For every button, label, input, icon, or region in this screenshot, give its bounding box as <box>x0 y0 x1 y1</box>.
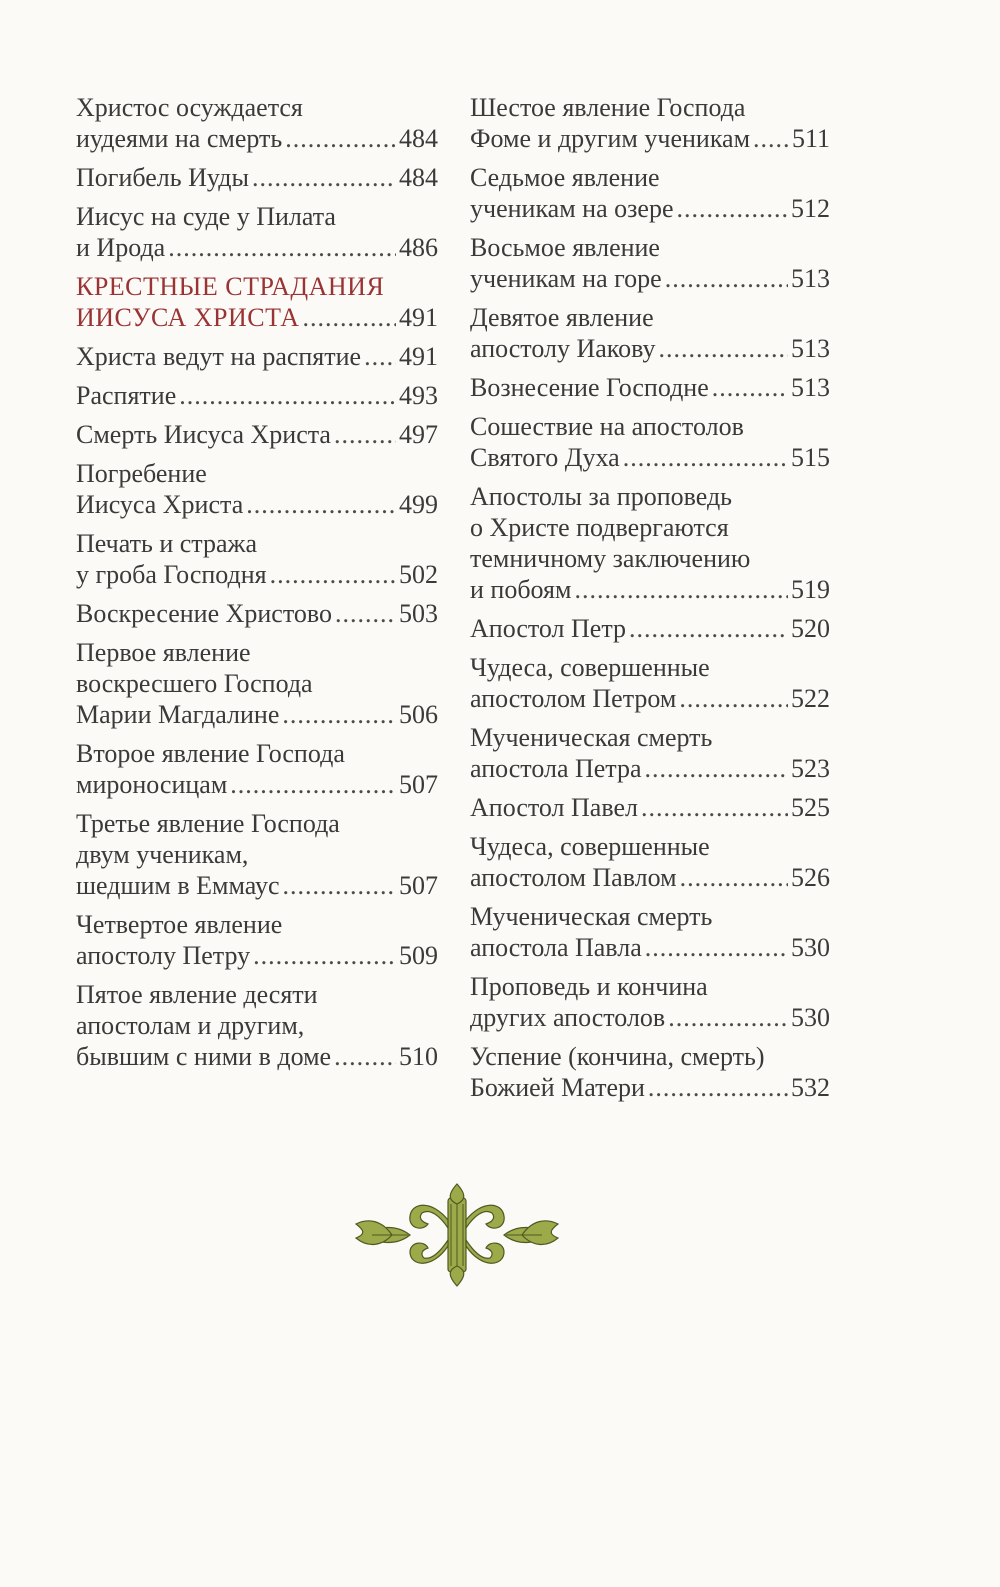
toc-entry <box>76 909 438 971</box>
dot-leader <box>335 598 396 629</box>
toc-entry-final-line <box>470 932 830 963</box>
dot-leader <box>230 769 396 800</box>
toc-page-number: 526 <box>791 863 830 892</box>
toc-entry-final-line <box>76 162 438 193</box>
toc-entry <box>76 458 438 520</box>
toc-entry-title-line: Третье явление Господа <box>76 809 340 838</box>
toc-entry <box>76 201 438 263</box>
dot-leader <box>641 792 788 823</box>
toc-entry-title-line: о Христе подвергаются <box>470 513 729 542</box>
dot-leader <box>679 683 788 714</box>
toc-page-number: 532 <box>791 1073 830 1102</box>
toc-entry <box>76 162 438 193</box>
toc-entry <box>470 1041 830 1103</box>
toc-entry-title-line: Чудеса, совершенные <box>470 832 710 861</box>
toc-entry-final-line <box>470 792 830 823</box>
toc-entry-title-line: апостолом Павлом <box>470 863 677 892</box>
toc-entry-final-line <box>76 699 438 730</box>
toc-entry <box>76 92 438 154</box>
toc-entry <box>470 162 830 224</box>
toc-entry <box>470 722 830 784</box>
toc-entry-title-line: Иисуса Христа <box>76 490 244 519</box>
toc-page-number: 530 <box>791 1003 830 1032</box>
toc-entry <box>76 738 438 800</box>
dot-leader <box>334 1041 396 1072</box>
toc-page-number: 525 <box>791 793 830 822</box>
toc-entry <box>76 598 438 629</box>
toc-entry-final-line <box>470 753 830 784</box>
toc-page-number: 507 <box>399 770 438 799</box>
toc-entry <box>470 92 830 154</box>
toc-entry-title-line: Четвертое явление <box>76 910 283 939</box>
toc-entry-final-line <box>76 302 438 333</box>
toc-entry-title-line: темничному заключению <box>470 544 751 573</box>
toc-entry-final-line <box>76 489 438 520</box>
toc-entry-title-line: Апостол Петр <box>470 614 627 643</box>
toc-page-number: 491 <box>399 303 438 332</box>
toc-entry-final-line <box>470 333 830 364</box>
toc-entry-title-line: Христос осуждается <box>76 93 303 122</box>
toc-page-number: 512 <box>791 194 830 223</box>
dot-leader <box>680 862 788 893</box>
dot-leader <box>753 123 789 154</box>
toc-entry <box>470 652 830 714</box>
toc-page-number: 515 <box>791 443 830 472</box>
dot-leader <box>168 232 396 263</box>
toc-page-number: 502 <box>399 560 438 589</box>
toc-entry-final-line <box>76 870 438 901</box>
dot-leader <box>334 419 396 450</box>
toc-entry-title-line: ученикам на горе <box>470 264 662 293</box>
toc-entry-title-line: Христа ведут на распятие <box>76 342 362 371</box>
toc-page-number: 507 <box>399 871 438 900</box>
toc-entry <box>470 613 830 644</box>
toc-entry-final-line <box>470 574 830 605</box>
toc-left-column <box>76 92 438 1080</box>
toc-entry-final-line <box>470 862 830 893</box>
toc-entry-title-line: Апостолы за проповедь <box>470 482 733 511</box>
toc-entry-title-line: Успение (кончина, смерть) <box>470 1042 765 1071</box>
toc-entry-title-line: Девятое явление <box>470 303 654 332</box>
toc-entry-title-line: Первое явление <box>76 638 251 667</box>
dot-leader <box>623 442 788 473</box>
toc-entry-final-line <box>76 559 438 590</box>
toc-entry-title-line: и побоям <box>470 575 572 604</box>
toc-entry-title-line: у гроба Господня <box>76 560 267 589</box>
toc-entry <box>470 372 830 403</box>
toc-entry-final-line <box>470 1072 830 1103</box>
toc-entry-title-line: Иисус на суде у Пилата <box>76 202 336 231</box>
toc-entry-title-line: ученикам на озере <box>470 194 674 223</box>
toc-entry-title-line: Седьмое явление <box>470 163 660 192</box>
toc-entry-final-line <box>76 123 438 154</box>
dot-leader <box>179 380 396 411</box>
toc-entry <box>76 419 438 450</box>
toc-entry-title-line: шедшим в Еммаус <box>76 871 280 900</box>
toc-page-number: 520 <box>791 614 830 643</box>
toc-entry-title-line: Пятое явление десяти <box>76 980 318 1009</box>
toc-entry-title-line: Печать и стража <box>76 529 258 558</box>
toc-entry-final-line <box>470 442 830 473</box>
toc-entry-final-line <box>470 263 830 294</box>
toc-entry-title-line: Погибель Иуды <box>76 163 249 192</box>
toc-entry <box>76 808 438 901</box>
toc-entry-title-line: Распятие <box>76 381 177 410</box>
floral-ornament-icon <box>352 1180 562 1290</box>
dot-leader <box>645 753 788 784</box>
toc-entry-final-line <box>76 940 438 971</box>
toc-page-number: 491 <box>399 342 438 371</box>
dot-leader <box>676 193 788 224</box>
toc-section-heading <box>76 271 438 333</box>
dot-leader <box>285 123 396 154</box>
toc-entry-title-line: других апостолов <box>470 1003 666 1032</box>
toc-entry-title-line: Восьмое явление <box>470 233 660 262</box>
toc-page-number: 513 <box>791 264 830 293</box>
toc-entry-title-line: Сошествие на апостолов <box>470 412 744 441</box>
dot-leader <box>303 302 396 333</box>
toc-entry-title-line: ИИСУСА ХРИСТА <box>76 303 300 332</box>
toc-page-number: 530 <box>791 933 830 962</box>
dot-leader <box>253 940 396 971</box>
dot-leader <box>246 489 396 520</box>
toc-entry-title-line: мироносицам <box>76 770 228 799</box>
toc-page-number: 522 <box>791 684 830 713</box>
toc-entry-final-line <box>76 341 438 372</box>
dot-leader <box>658 333 788 364</box>
toc-entry-title-line: Святого Духа <box>470 443 620 472</box>
toc-page-number: 511 <box>791 124 830 153</box>
toc-entry <box>470 481 830 605</box>
dot-leader <box>648 1072 788 1103</box>
toc-entry-final-line <box>76 598 438 629</box>
dot-leader <box>574 574 788 605</box>
toc-page-number: 513 <box>791 334 830 363</box>
toc-entry-final-line <box>470 613 830 644</box>
toc-entry-final-line <box>76 232 438 263</box>
toc-entry-title-line: Вознесение Господне <box>470 373 709 402</box>
dot-leader <box>252 162 396 193</box>
toc-entry <box>76 637 438 730</box>
toc-entry-title-line: апостола Павла <box>470 933 642 962</box>
toc-entry-title-line: апостолу Иакову <box>470 334 656 363</box>
toc-entry-title-line: Марии Магдалине <box>76 700 280 729</box>
toc-entry-title-line: иудеями на смерть <box>76 124 283 153</box>
toc-entry <box>76 528 438 590</box>
dot-leader <box>712 372 788 403</box>
toc-page-number: 484 <box>399 124 438 153</box>
toc-entry <box>470 901 830 963</box>
toc-page-number: 506 <box>399 700 438 729</box>
toc-entry-title-line: апостолу Петру <box>76 941 251 970</box>
toc-page-number: 503 <box>399 599 438 628</box>
toc-entry-title-line: Мученическая смерть <box>470 902 713 931</box>
toc-entry-title-line: Проповедь и кончина <box>470 972 708 1001</box>
dot-leader <box>270 559 396 590</box>
toc-entry <box>470 302 830 364</box>
toc-entry-final-line <box>76 380 438 411</box>
toc-entry-title-line: КРЕСТНЫЕ СТРАДАНИЯ <box>76 272 385 301</box>
toc-entry-title-line: Мученическая смерть <box>470 723 713 752</box>
toc-entry-final-line <box>470 123 830 154</box>
toc-entry-final-line <box>76 1041 438 1072</box>
toc-entry-title-line: Воскресение Христово <box>76 599 332 628</box>
dot-leader <box>665 263 788 294</box>
toc-entry-title-line: Фоме и другим ученикам <box>470 124 751 153</box>
toc-page-number: 509 <box>399 941 438 970</box>
toc-entry-final-line <box>470 193 830 224</box>
dot-leader <box>282 870 396 901</box>
toc-entry <box>76 341 438 372</box>
toc-entry-title-line: Чудеса, совершенные <box>470 653 710 682</box>
dot-leader <box>645 932 788 963</box>
toc-page-number: 484 <box>399 163 438 192</box>
toc-page-number: 486 <box>399 233 438 262</box>
toc-entry <box>470 831 830 893</box>
toc-entry-final-line <box>470 372 830 403</box>
toc-entry <box>470 411 830 473</box>
toc-entry-title-line: воскресшего Господа <box>76 669 313 698</box>
toc-entry-title-line: Божией Матери <box>470 1073 645 1102</box>
toc-page-number: 510 <box>399 1042 438 1071</box>
dot-leader <box>282 699 396 730</box>
toc-entry-final-line <box>470 683 830 714</box>
toc-page-number: 497 <box>399 420 438 449</box>
dot-leader <box>629 613 788 644</box>
toc-page-number: 523 <box>791 754 830 783</box>
toc-entry <box>76 380 438 411</box>
toc-entry-title-line: двум ученикам, <box>76 840 249 869</box>
toc-entry-final-line <box>470 1002 830 1033</box>
toc-entry <box>76 979 438 1072</box>
dot-leader <box>364 341 396 372</box>
toc-entry <box>470 971 830 1033</box>
toc-entry-title-line: апостола Петра <box>470 754 642 783</box>
toc-entry-title-line: Апостол Павел <box>470 793 638 822</box>
toc-entry <box>470 792 830 823</box>
toc-entry-title-line: и Ирода <box>76 233 166 262</box>
dot-leader <box>668 1002 788 1033</box>
toc-entry-title-line: Второе явление Господа <box>76 739 345 768</box>
toc-entry-title-line: апостолом Петром <box>470 684 677 713</box>
toc-entry-title-line: Шестое явление Господа <box>470 93 746 122</box>
toc-page-number: 519 <box>791 575 830 604</box>
toc-entry-final-line <box>76 769 438 800</box>
toc-entry-title-line: апостолам и другим, <box>76 1011 305 1040</box>
toc-entry-title-line: Смерть Иисуса Христа <box>76 420 331 449</box>
toc-page-number: 493 <box>399 381 438 410</box>
toc-entry-title-line: Погребение <box>76 459 207 488</box>
toc-right-column <box>470 92 830 1111</box>
toc-page-number: 513 <box>791 373 830 402</box>
toc-entry-title-line: бывшим с ними в доме <box>76 1042 332 1071</box>
toc-entry-final-line <box>76 419 438 450</box>
toc-page-number: 499 <box>399 490 438 519</box>
toc-entry <box>470 232 830 294</box>
